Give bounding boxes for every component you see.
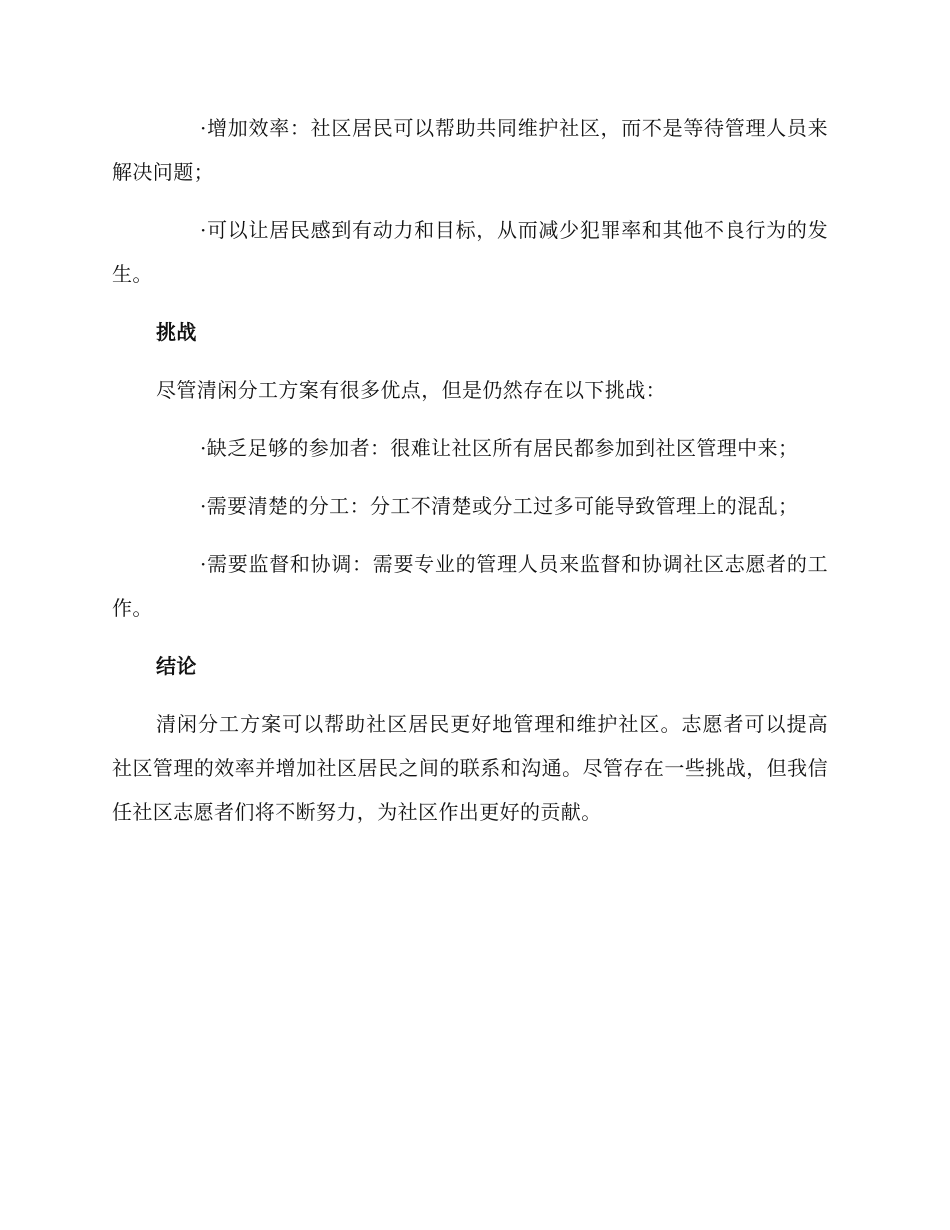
document-page bbox=[112, 106, 828, 848]
bullet-text: 可以让居民感到有动力和目标，从而减少犯罪率和其他不良行为的发生。 bbox=[112, 218, 828, 286]
bullet-marker: · bbox=[200, 218, 207, 242]
bullet-text: 需要清楚的分工：分工不清楚或分工过多可能导致管理上的混乱； bbox=[206, 494, 799, 518]
bullet-supervision bbox=[112, 542, 828, 630]
bullet-marker: · bbox=[200, 494, 207, 518]
conclusion-paragraph: 清闲分工方案可以帮助社区居民更好地管理和维护社区。志愿者可以提高社区管理的效率并增加社区居民之间的联系和沟通。尽管存在一些挑战，但我信任社区志愿者们将不断努力，为社区作出更好的贡献。 bbox=[112, 712, 828, 824]
heading-challenges: 挑战 bbox=[156, 320, 197, 344]
bullet-division bbox=[112, 484, 828, 528]
challenges-intro: 尽管清闲分工方案有很多优点，但是仍然存在以下挑战： bbox=[156, 378, 666, 402]
bullet-marker: · bbox=[200, 436, 207, 460]
bullet-text: 需要监督和协调：需要专业的管理人员来监督和协调社区志愿者的工作。 bbox=[112, 552, 828, 620]
heading-conclusion: 结论 bbox=[156, 654, 197, 678]
bullet-marker: · bbox=[200, 552, 207, 576]
bullet-participants bbox=[112, 426, 828, 470]
bullet-text: 缺乏足够的参加者：很难让社区所有居民都参加到社区管理中来； bbox=[206, 436, 799, 460]
bullet-efficiency bbox=[112, 106, 828, 194]
bullet-text: 增加效率：社区居民可以帮助共同维护社区，而不是等待管理人员来解决问题； bbox=[112, 116, 828, 184]
bullet-marker: · bbox=[200, 116, 207, 140]
bullet-motivation bbox=[112, 208, 828, 296]
